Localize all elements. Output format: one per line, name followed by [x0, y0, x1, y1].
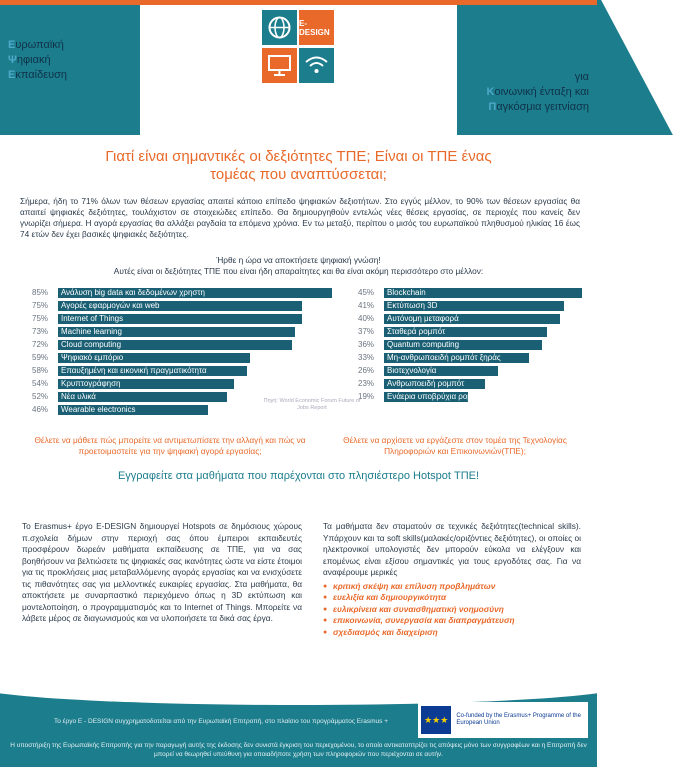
skill-bar: Εκτύπωση 3D: [384, 301, 564, 311]
list-item: ● κριτική σκέψη και επίλυση προβλημάτων: [323, 581, 581, 593]
list-item: ● σχεδιασμός και διαχείριση: [323, 627, 581, 639]
skill-percentage: 73%: [32, 327, 49, 336]
skill-row: [32, 313, 332, 324]
globe-icon: [262, 10, 297, 45]
skill-bar: Ψηφιακό εμπόριο: [58, 353, 250, 363]
skill-percentage: 23%: [358, 379, 375, 388]
disclaimer: Η υποστήριξη της Ευρωπαϊκής Επιτροπής για την παραγωγή αυτής της έκδοσης δεν συνιστά έγκριση του περιεχομένου, το οποίο αντικατοπτρίζει τις απόψεις μόνο των συγγραφέων και η Επιτροπή δεν μπορεί να θεωρηθεί υπεύθυνη για οποιαδήποτε χρήση των πληροφοριών που περιέχονται σε αυτήν.: [10, 742, 587, 758]
skill-percentage: 36%: [358, 340, 375, 349]
skill-row: [358, 300, 588, 311]
skill-row: [32, 326, 332, 337]
skill-row: [32, 339, 332, 350]
skill-bar: Machine learning: [58, 327, 295, 337]
e-design-logo: [262, 10, 335, 85]
skill-row: [358, 391, 588, 402]
logo-text: E-DESIGN: [299, 10, 334, 45]
skill-percentage: 72%: [32, 340, 49, 349]
skill-percentage: 40%: [358, 314, 375, 323]
skill-bar: Επαυξημένη και εικονική πραγματικότητα: [58, 366, 247, 376]
skill-bar: Internet of Things: [58, 314, 302, 324]
skill-percentage: 75%: [32, 314, 49, 323]
skill-percentage: 54%: [32, 379, 49, 388]
eu-flag-icon: ★★★: [421, 706, 451, 734]
skill-bar: Wearable electronics: [58, 405, 208, 415]
call-to-action: Εγγραφείτε στα μαθήματα που παρέχονται στο πλησιέστερο Hotspot ΤΠΕ!: [117, 470, 480, 482]
skill-bar: Ανθρωποειδή ρομπότ: [384, 379, 485, 389]
skill-percentage: 26%: [358, 366, 375, 375]
skill-row: [32, 287, 332, 298]
skill-row: [358, 365, 588, 376]
skill-percentage: 19%: [358, 392, 375, 401]
skill-row: [358, 326, 588, 337]
soft-skills-list: [323, 581, 581, 639]
body-right: Τα μαθήματα δεν σταματούν σε τεχνικές δεξιότητες(technical skills). Υπάρχουν και τα soft skills(μαλακές/οριζόντιες δεξιότητες), οι οποίες οι ηλεκτρονικοί υπολογιστές δεν μπορούν εύκολα να ελέγξουν και επομένως είναι εξίσου σημαντικές για τους εργοδότες σας. Για να αναφέρουμε μερικές ● κριτική σκέψη και επίλυση προβλημάτων ● ευελιξία και δημιουργικότητα ● ευλικρίνεια και συναισθηματική νοημοσύνη ● επικοινωνία, συνεργασία και διαπραγμάτευση ● σχεδιασμός και διαχείριση: [323, 521, 581, 638]
skill-row: [358, 313, 588, 324]
skill-row: [32, 352, 332, 363]
left-title: Ευρωπαϊκή Ψηφιακή Εκπαίδευση: [8, 39, 68, 81]
skill-percentage: 46%: [32, 405, 49, 414]
body-left: Το Erasmus+ έργο E-DESIGN δημιουργεί Hotspots σε δημόσιους χώρους π.σχολεία δήμων στην περιοχή σας όπου έμπειροι εκπαιδευτές προσφέρουν δωρεάν μαθήματα εκπαίδευσης σε ΤΠΕ, για να σας βοηθήσουν να βελτιώσετε τις ψηφιακές σας ικανότητες ώστε να είστε έτοιμοι για τις προκλήσεις μιας μεταβαλλόμενης αγοράς εργασίας και να ενισχύσετε τις πιθανότητες σας για μελλοντικές ευκαιρίες εργασίας. Στα μαθήματα, θα αποκτήσετε με συναρπαστικό περιεχόμενο όπως η 3D εκτύπωση και μοντελοποίηση, ο προγραμματισμός και το Internet of Things. Μπορείτε να λάβετε μέρος σε διαγωνισμούς και να υλοποιήσετε τα δικά σας έργα.: [22, 521, 302, 623]
skill-row: [32, 378, 332, 389]
skill-bar: Ανάλυση big data και δεδομένων χρηστη: [58, 288, 332, 298]
page-heading: Γιατί είναι σημαντικές οι δεξιότητες ΤΠΕ; Είναι οι ΤΠΕ ένας τομέας που αναπτύσσεται;: [105, 148, 492, 183]
skill-percentage: 41%: [358, 301, 375, 310]
question-right: Θέλετε να αρχίσετε να εργάζεστε στον τομέα της Τεχνολογίας Πληροφοριών και Επικοινωνιών(ΤΠΕ);: [343, 435, 567, 456]
skill-bar: Βιοτεχνολογία: [384, 366, 498, 376]
skill-percentage: 37%: [358, 327, 375, 336]
skill-bar: Σταθερά ρομπότ: [384, 327, 547, 337]
skill-percentage: 59%: [32, 353, 49, 362]
skill-row: [358, 287, 588, 298]
source-credit: Πηγή: World Economic Forum Future of Jobs Report: [263, 398, 361, 411]
skill-bar: Κρυπτογράφηση: [58, 379, 234, 389]
skill-row: [358, 339, 588, 350]
skill-bar: Cloud computing: [58, 340, 292, 350]
skill-percentage: 45%: [358, 288, 375, 297]
skill-percentage: 85%: [32, 288, 49, 297]
skill-bar: Blockchain: [384, 288, 582, 298]
skill-bar: Ενάερια υποβρύχια ρομπότ: [384, 392, 468, 402]
right-title: για Κοινωνική ένταξη και Παγκόσμια γειτνίαση: [486, 71, 589, 113]
skill-percentage: 33%: [358, 353, 375, 362]
website-link[interactable]: WWW.E-DESIGNPROJECT.EU: [207, 692, 389, 706]
skill-bar: Μη-ανθρωποειδή ρομπότ ξηράς: [384, 353, 529, 363]
skill-bar: Quantum computing: [384, 340, 542, 350]
intro-paragraph: Σήμερα, ήδη το 71% όλων των θέσεων εργασίας απαιτεί κάποιο επίπεδο ψηφιακών δεξιοτήτων. Στο εγγύς μέλλον, το 90% των θέσεων εργασίας θα απαιτεί ψηφιακές δεξιότητες, τουλάχιστον σε στοιχειώδες επίπεδο. Θα δημιουργηθούν εντελώς νέες θέσεις εργασίας, σε περιοχές που κανείς δεν γνωρίζει σήμερα. Η αγορά εργασίας θα αλλάξει ραγδαία τα επόμενα χρόνια. Εν τω μεταξύ, περίπου ο μισός του ευρωπαϊκού πληθυσμού ηλικίας 16 έως 74 ετών δεν έχει βασικές ψηφιακές δεξιότητες.: [20, 196, 580, 239]
list-item: ● επικοινωνία, συνεργασία και διαπραγμάτευση: [323, 615, 581, 627]
skill-row: [358, 378, 588, 389]
monitor-icon: [262, 48, 297, 83]
list-item: ● ευλικρίνεια και συναισθηματική νοημοσύνη: [323, 604, 581, 616]
skill-percentage: 58%: [32, 366, 49, 375]
subheading-1: Ήρθε η ώρα να αποκτήσετε ψηφιακή γνώση!: [216, 255, 381, 265]
skill-row: [32, 365, 332, 376]
skill-row: [358, 352, 588, 363]
eu-badge: ★★★ Co-funded by the Erasmus+ Programme of the European Union: [418, 702, 588, 738]
skill-percentage: 75%: [32, 301, 49, 310]
list-item: ● ευελιξία και δημιουργικότητα: [323, 592, 581, 604]
skill-bar: Αυτόνομη μεταφορά: [384, 314, 560, 324]
skill-bar: Νέα υλικά: [58, 392, 227, 402]
skill-percentage: 52%: [32, 392, 49, 401]
skill-bar: Αγορές εφαρμογών και web: [58, 301, 302, 311]
subheading-2: Αυτές είναι οι δεξιότητες ΤΠΕ που είναι ήδη απαραίτητες και θα είναι ακόμη περισσότερο στο μέλλον:: [113, 266, 484, 276]
funding-note: Το έργο E - DESIGN συγχρηματοδοτείται από την Ευρωπαϊκή Επιτροπή, στο πλαίσιο του προγράμματος Erasmus +: [53, 718, 389, 725]
question-left: Θέλετε να μάθετε πώς μπορείτε να αντιμετωπίσετε την αλλαγή και πώς να προετοιμαστείτε για την ψηφιακή αγορά εργασίας;: [34, 435, 306, 456]
skills-bars-right: [358, 287, 588, 404]
wifi-icon: [299, 48, 334, 83]
skill-row: [32, 300, 332, 311]
